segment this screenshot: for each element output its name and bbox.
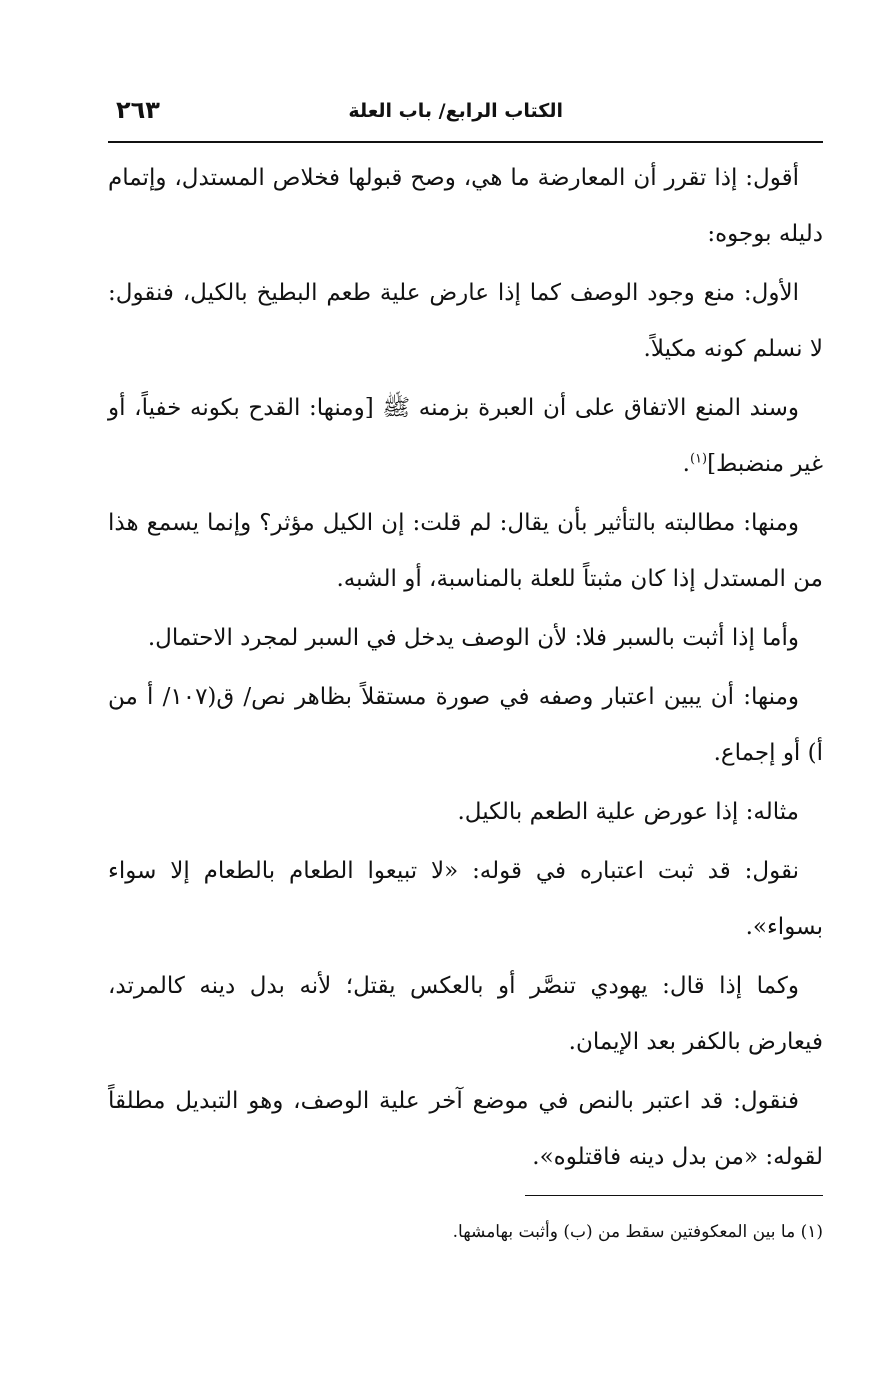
paragraph-basis bbox=[108, 380, 823, 492]
paragraph-intro: أقول: إذا تقرر أن المعارضة ما هي، وصح قبولها فخلاص المستدل، وإتمام دليله بوجوه: bbox=[108, 165, 823, 247]
paragraph-basis-end: . bbox=[682, 451, 690, 477]
footnote-divider bbox=[525, 1195, 823, 1196]
paragraph-first-objection: الأول: منع وجود الوصف كما إذا عارض علية طعم البطيخ بالكيل، فنقول: لا نسلم كونه مكيلاً. bbox=[108, 280, 823, 362]
footnote-reference: (١) bbox=[689, 451, 708, 467]
paragraph-sabr: وأما إذا أثبت بالسبر فلا: لأن الوصف يدخل في السبر لمجرد الاحتمال. bbox=[147, 625, 799, 651]
paragraph-hadith-apostasy: فنقول: قد اعتبر بالنص في موضع آخر علية الوصف، وهو التبديل مطلقاً لقوله: «من بدل دينه فاقتلوه». bbox=[108, 1088, 823, 1170]
paragraph-effect-demand: ومنها: مطالبته بالتأثير بأن يقال: لم قلت: إن الكيل مؤثر؟ وإنما يسمع هذا من المستدل إذا كان مثبتاً للعلة بالمناسبة، أو الشبه. bbox=[108, 510, 823, 592]
footnote: (١) ما بين المعكوفتين سقط من (ب) وأثبت بهامشها. bbox=[452, 1222, 823, 1242]
chapter-title: الكتاب الرابع/ باب العلة bbox=[348, 100, 563, 122]
header-divider bbox=[108, 141, 823, 143]
running-header bbox=[108, 96, 823, 136]
page-number: ٢٦٣ bbox=[116, 96, 160, 124]
paragraph-apostate: وكما إذا قال: يهودي تنصَّر أو بالعكس يقتل؛ لأنه بدل دينه كالمرتد، فيعارض بالكفر بعد الإيمان. bbox=[108, 973, 823, 1055]
paragraph-independent: ومنها: أن يبين اعتبار وصفه في صورة مستقلاً بظاهر نص/ ق(١٠٧/ أ من أ) أو إجماع. bbox=[108, 684, 823, 766]
main-text bbox=[108, 150, 823, 1188]
paragraph-example: مثاله: إذا عورض علية الطعم بالكيل. bbox=[457, 799, 799, 825]
paragraph-hadith-food: نقول: قد ثبت اعتباره في قوله: «لا تبيعوا الطعام بالطعام إلا سواء بسواء». bbox=[108, 858, 823, 940]
paragraph-basis-text: وسند المنع الاتفاق على أن العبرة بزمنه ﷺ [ومنها: القدح بكونه خفياً، أو غير منضبط] bbox=[108, 395, 823, 477]
